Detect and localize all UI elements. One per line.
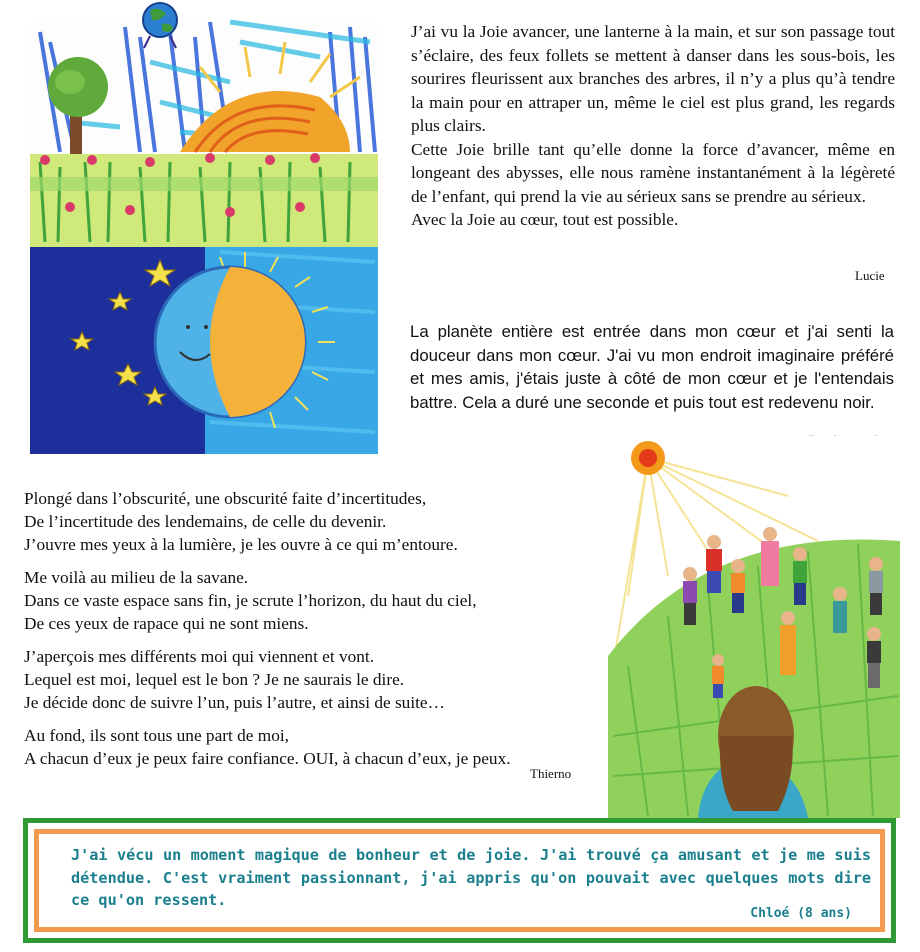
poem-line: Dans ce vaste espace sans fin, je scrute l’horizon, du haut du ciel, <box>24 591 477 610</box>
poem-line: Me voilà au milieu de la savane. <box>24 568 249 587</box>
poem-line: Au fond, ils sont tous une part de moi, <box>24 726 289 745</box>
lucie-paragraph: Avec la Joie au cœur, tout est possible. <box>411 210 679 229</box>
chloe-quote-text: J'ai vécu un moment magique de bonheur et de joie. J'ai trouvé ça amusant et je me suis détendue. C'est vraiment passionnant, j'ai appris qu'on pouvait avec quelques mots dire ce qu'on ressent. <box>71 846 871 909</box>
drawing-sun-and-earth <box>30 2 378 454</box>
thierno-poem <box>24 487 599 770</box>
poem-line: De ces yeux de rapace qui ne sont miens. <box>24 614 309 633</box>
poem-stanza <box>24 724 599 770</box>
poem-line: Lequel est moi, lequel est le bon ? Je ne saurais le dire. <box>24 670 405 689</box>
thierno-signature: Thierno <box>530 766 572 781</box>
poem-line: A chacun d’eux je peux faire confiance. OUI, à chacun d’eux, je peux. <box>24 749 511 768</box>
poem-stanza <box>24 566 599 635</box>
chloe-quote-box <box>23 818 896 943</box>
lucie-text <box>411 20 895 232</box>
alice-text <box>410 320 894 414</box>
chloe-quote-inner-border <box>34 829 885 932</box>
alice-paragraph: La planète entière est entrée dans mon cœur et j'ai senti la douceur dans mon cœur. J'ai vu mon endroit imaginaire préféré et mes amis, j'étais juste à côté de mon cœur et je l'entendais battre. Cela a duré une seconde et puis tout est redevenu noir. <box>410 322 894 412</box>
drawing-people-on-hill <box>608 436 900 818</box>
lucie-paragraph: J’ai vu la Joie avancer, une lanterne à la main, et sur son passage tout s’éclaire, des feux follets se mettent à danser dans les sous-bois, les sourires fleurissent aux branches des arbres, il n’y a plus qu’à tendre la main pour en attraper un, même le ciel est plus grand, les regards plus clairs. <box>411 22 895 135</box>
poem-line: De l’incertitude des lendemains, de celle du devenir. <box>24 512 387 531</box>
lucie-signature: Lucie <box>855 268 885 283</box>
poem-line: J’ouvre mes yeux à la lumière, je les ouvre à ce qui m’entoure. <box>24 535 458 554</box>
chloe-signature: Chloé (8 ans) <box>750 906 852 921</box>
lucie-paragraph: Cette Joie brille tant qu’elle donne la force d’avancer, même en longeant des abysses, elle nous ramène instantanément à la légèreté de l’enfant, qui prend la vie au sérieux sans se prendre au sérieux. <box>411 139 895 206</box>
poem-stanza <box>24 645 599 714</box>
poem-line: Je décide donc de suivre l’un, puis l’autre, et ainsi de suite… <box>24 693 445 712</box>
poem-line: J’aperçois mes différents moi qui viennent et vont. <box>24 647 375 666</box>
poem-line: Plongé dans l’obscurité, une obscurité faite d’incertitudes, <box>24 489 427 508</box>
poem-stanza <box>24 487 599 556</box>
